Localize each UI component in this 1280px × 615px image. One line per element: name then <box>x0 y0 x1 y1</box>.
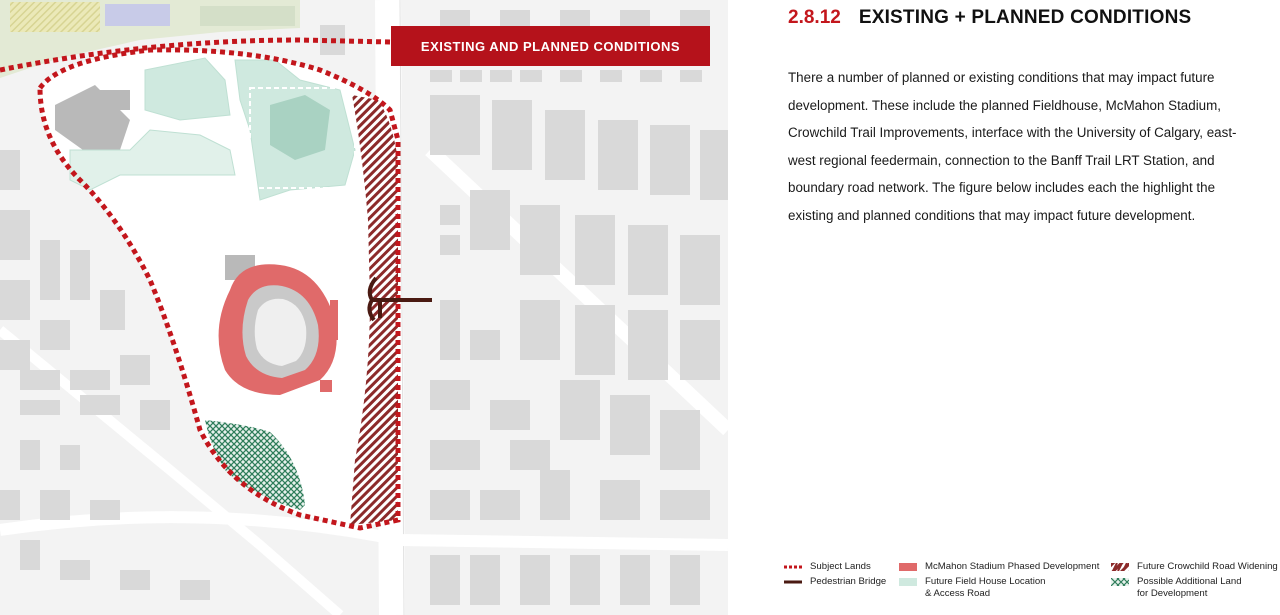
legend-item-pedestrian-bridge <box>784 576 886 588</box>
legend-label: Subject Lands <box>810 561 871 572</box>
map-title: EXISTING AND PLANNED CONDITIONS <box>391 26 710 66</box>
map-legend <box>784 559 1280 609</box>
legend-label: Possible Additional Land for Development <box>1137 576 1242 599</box>
section-number: 2.8.12 <box>788 7 841 28</box>
pedestrian-bridge-swatch <box>784 578 802 586</box>
stadium-swatch <box>899 563 917 571</box>
section-title: EXISTING + PLANNED CONDITIONS <box>858 7 1192 28</box>
legend-label: Future Field House Location & Access Road <box>925 576 1046 599</box>
legend-label: Pedestrian Bridge <box>810 576 887 587</box>
section-header <box>788 6 1191 30</box>
field-house-swatch <box>899 578 917 586</box>
crowchild-swatch <box>1111 563 1129 571</box>
legend-label: McMahon Stadium Phased Development <box>925 561 1100 572</box>
legend-item-stadium-phased <box>899 561 1099 573</box>
additional-land-swatch <box>1111 578 1129 586</box>
legend-label: Future Crowchild Road Widening <box>1137 561 1278 572</box>
legend-item-additional-land <box>1111 576 1242 600</box>
subject-lands-swatch <box>784 563 802 571</box>
legend-item-field-house <box>899 576 1046 600</box>
legend-item-subject-lands <box>784 561 871 573</box>
section-body: There a number of planned or existing conditions that may impact future development. These include the planned Fieldhouse, McMahon Stadium, Crowchild Trail Improvements, interface with the University of Calgary, east-west regional feedermain, connection to the Banff Trail LRT Station, and boundary road network. The figure below includes each the highlight the existing and planned conditions that may impact future development. <box>788 70 1237 223</box>
legend-item-crowchild-widening <box>1111 561 1278 573</box>
